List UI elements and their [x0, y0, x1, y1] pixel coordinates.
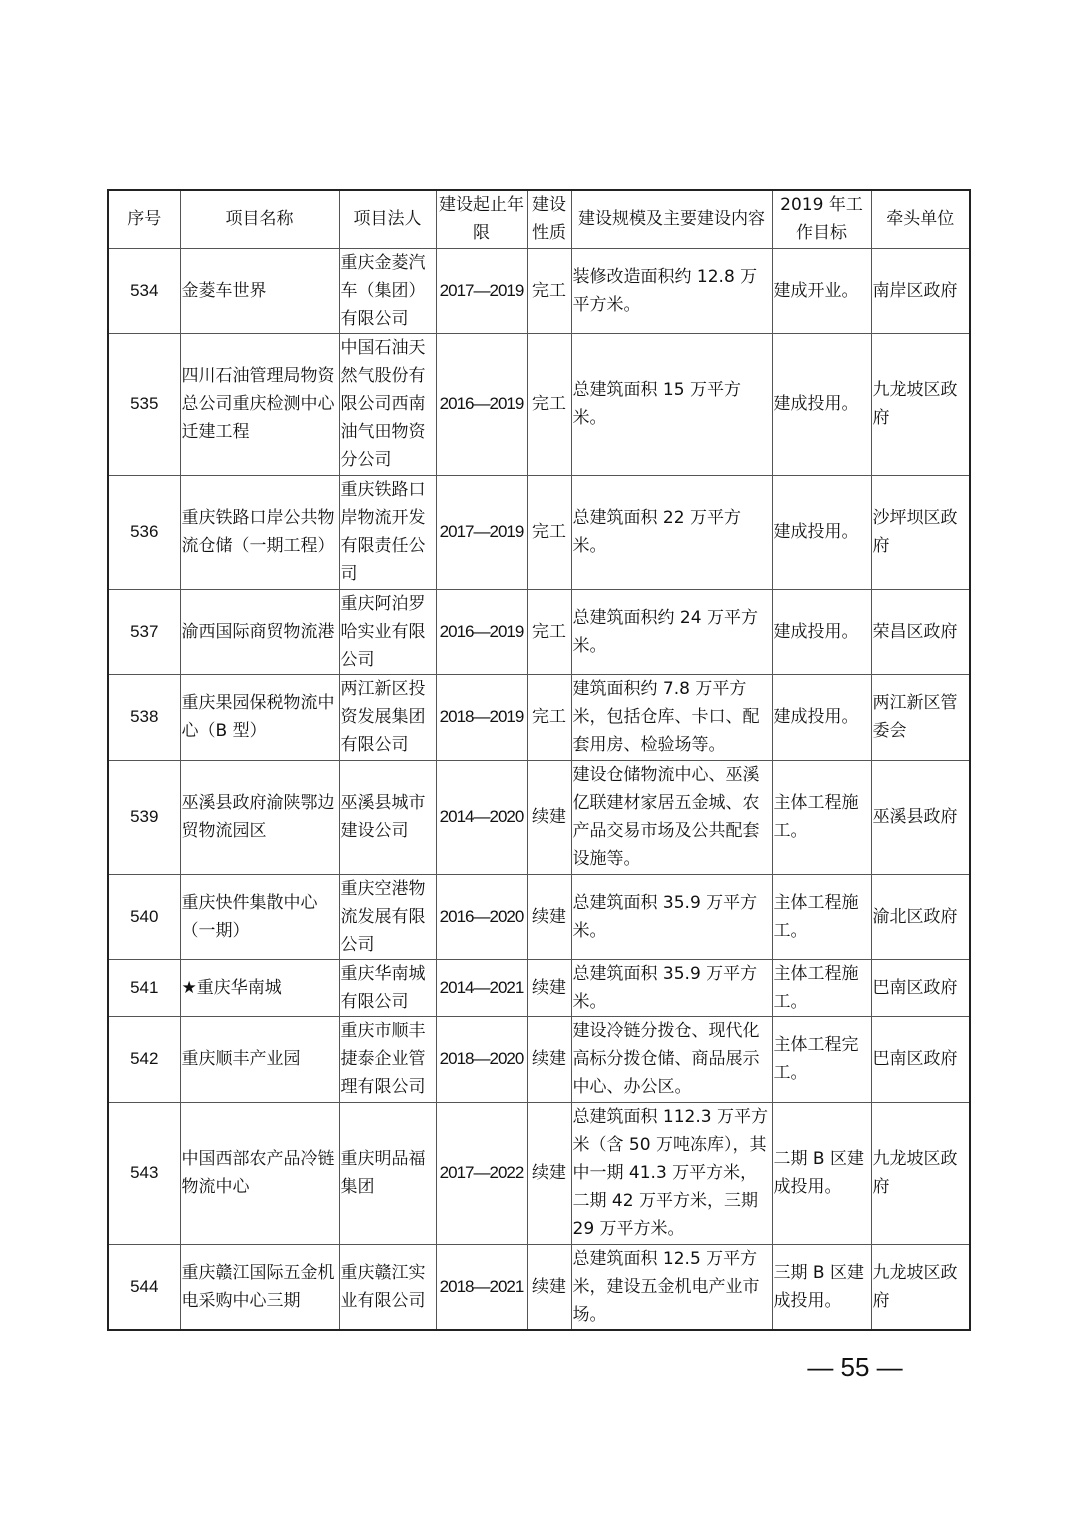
- header-row: [108, 190, 970, 248]
- cell-seq: 541: [108, 959, 180, 1016]
- table-row: [108, 333, 970, 475]
- header-seq: 序号: [108, 190, 180, 248]
- cell-goal: 建成投用。: [772, 674, 871, 760]
- header-legal: 项目法人: [339, 190, 436, 248]
- cell-goal: 建成投用。: [772, 475, 871, 589]
- cell-lead: 南岸区政府: [871, 248, 970, 333]
- cell-legal: 重庆赣江实业有限公司: [339, 1244, 436, 1330]
- cell-period: 2016—2019: [436, 333, 527, 475]
- table-row: [108, 589, 970, 674]
- cell-name: 渝西国际商贸物流港: [180, 589, 339, 674]
- cell-goal: 建成投用。: [772, 333, 871, 475]
- cell-legal: 两江新区投资发展集团有限公司: [339, 674, 436, 760]
- table-row: [108, 1102, 970, 1244]
- table-row: [108, 959, 970, 1016]
- cell-seq: 535: [108, 333, 180, 475]
- cell-seq: 540: [108, 874, 180, 959]
- cell-period: 2017—2019: [436, 248, 527, 333]
- cell-seq: 539: [108, 760, 180, 874]
- cell-seq: 538: [108, 674, 180, 760]
- cell-goal: 三期 B 区建成投用。: [772, 1244, 871, 1330]
- table-row: [108, 1244, 970, 1330]
- cell-nature: 续建: [527, 1244, 571, 1330]
- cell-nature: 续建: [527, 760, 571, 874]
- cell-scale: 总建筑面积 22 万平方米。: [571, 475, 772, 589]
- cell-name: 金菱车世界: [180, 248, 339, 333]
- table-row: [108, 760, 970, 874]
- cell-scale: 总建筑面积约 24 万平方米。: [571, 589, 772, 674]
- cell-scale: 总建筑面积 35.9 万平方米。: [571, 959, 772, 1016]
- cell-goal: 主体工程施工。: [772, 874, 871, 959]
- cell-lead: 沙坪坝区政府: [871, 475, 970, 589]
- table-row: [108, 674, 970, 760]
- cell-seq: 543: [108, 1102, 180, 1244]
- cell-nature: 完工: [527, 674, 571, 760]
- cell-scale: 总建筑面积 12.5 万平方米，建设五金机电产业市场。: [571, 1244, 772, 1330]
- cell-name: 重庆果园保税物流中心（B 型）: [180, 674, 339, 760]
- cell-period: 2018—2020: [436, 1016, 527, 1102]
- cell-name: 重庆铁路口岸公共物流仓储（一期工程）: [180, 475, 339, 589]
- cell-legal: 重庆明品福集团: [339, 1102, 436, 1244]
- cell-nature: 续建: [527, 874, 571, 959]
- cell-name: 重庆快件集散中心（一期）: [180, 874, 339, 959]
- cell-period: 2017—2019: [436, 475, 527, 589]
- cell-nature: 续建: [527, 959, 571, 1016]
- cell-legal: 重庆阿泊罗哈实业有限公司: [339, 589, 436, 674]
- cell-name: 中国西部农产品冷链物流中心: [180, 1102, 339, 1244]
- cell-scale: 建筑面积约 7.8 万平方米，包括仓库、卡口、配套用房、检验场等。: [571, 674, 772, 760]
- cell-nature: 完工: [527, 248, 571, 333]
- header-goal: 2019 年工作目标: [772, 190, 871, 248]
- table-row: [108, 874, 970, 959]
- cell-nature: 完工: [527, 475, 571, 589]
- cell-period: 2016—2020: [436, 874, 527, 959]
- cell-period: 2018—2021: [436, 1244, 527, 1330]
- cell-period: 2016—2019: [436, 589, 527, 674]
- cell-lead: 巴南区政府: [871, 1016, 970, 1102]
- cell-legal: 重庆金菱汽车（集团）有限公司: [339, 248, 436, 333]
- cell-seq: 537: [108, 589, 180, 674]
- cell-name: 巫溪县政府渝陕鄂边贸物流园区: [180, 760, 339, 874]
- header-period: 建设起止年限: [436, 190, 527, 248]
- cell-scale: 装修改造面积约 12.8 万平方米。: [571, 248, 772, 333]
- header-scale: 建设规模及主要建设内容: [571, 190, 772, 248]
- cell-period: 2017—2022: [436, 1102, 527, 1244]
- cell-goal: 建成开业。: [772, 248, 871, 333]
- cell-nature: 续建: [527, 1102, 571, 1244]
- header-name: 项目名称: [180, 190, 339, 248]
- cell-period: 2014—2020: [436, 760, 527, 874]
- cell-name: 重庆顺丰产业园: [180, 1016, 339, 1102]
- cell-legal: 重庆铁路口岸物流开发有限责任公司: [339, 475, 436, 589]
- cell-legal: 中国石油天然气股份有限公司西南油气田物资分公司: [339, 333, 436, 475]
- cell-lead: 九龙坡区政府: [871, 1102, 970, 1244]
- cell-legal: 重庆市顺丰捷泰企业管理有限公司: [339, 1016, 436, 1102]
- cell-goal: 主体工程完工。: [772, 1016, 871, 1102]
- table-row: [108, 475, 970, 589]
- table-row: [108, 1016, 970, 1102]
- cell-lead: 荣昌区政府: [871, 589, 970, 674]
- cell-scale: 总建筑面积 112.3 万平方米（含 50 万吨冻库），其中一期 41.3 万平方米，二期 42 万平方米，三期 29 万平方米。: [571, 1102, 772, 1244]
- project-table: [107, 189, 971, 1331]
- cell-lead: 九龙坡区政府: [871, 1244, 970, 1330]
- cell-lead: 巫溪县政府: [871, 760, 970, 874]
- cell-goal: 主体工程施工。: [772, 760, 871, 874]
- cell-lead: 两江新区管委会: [871, 674, 970, 760]
- cell-seq: 536: [108, 475, 180, 589]
- cell-lead: 渝北区政府: [871, 874, 970, 959]
- cell-goal: 建成投用。: [772, 589, 871, 674]
- cell-name: ★重庆华南城: [180, 959, 339, 1016]
- cell-scale: 总建筑面积 35.9 万平方米。: [571, 874, 772, 959]
- header-nature: 建设性质: [527, 190, 571, 248]
- cell-goal: 二期 B 区建成投用。: [772, 1102, 871, 1244]
- cell-nature: 完工: [527, 589, 571, 674]
- cell-scale: 建设冷链分拨仓、现代化高标分拨仓储、商品展示中心、办公区。: [571, 1016, 772, 1102]
- cell-seq: 534: [108, 248, 180, 333]
- page-number: — 55 —: [807, 1352, 903, 1382]
- cell-seq: 542: [108, 1016, 180, 1102]
- cell-period: 2018—2019: [436, 674, 527, 760]
- cell-name: 重庆赣江国际五金机电采购中心三期: [180, 1244, 339, 1330]
- cell-legal: 巫溪县城市建设公司: [339, 760, 436, 874]
- cell-nature: 续建: [527, 1016, 571, 1102]
- header-lead: 牵头单位: [871, 190, 970, 248]
- cell-name: 四川石油管理局物资总公司重庆检测中心迁建工程: [180, 333, 339, 475]
- table-row: [108, 248, 970, 333]
- cell-legal: 重庆华南城有限公司: [339, 959, 436, 1016]
- cell-scale: 总建筑面积 15 万平方米。: [571, 333, 772, 475]
- cell-lead: 九龙坡区政府: [871, 333, 970, 475]
- cell-lead: 巴南区政府: [871, 959, 970, 1016]
- cell-nature: 完工: [527, 333, 571, 475]
- cell-legal: 重庆空港物流发展有限公司: [339, 874, 436, 959]
- cell-goal: 主体工程施工。: [772, 959, 871, 1016]
- cell-seq: 544: [108, 1244, 180, 1330]
- cell-period: 2014—2021: [436, 959, 527, 1016]
- cell-scale: 建设仓储物流中心、巫溪亿联建材家居五金城、农产品交易市场及公共配套设施等。: [571, 760, 772, 874]
